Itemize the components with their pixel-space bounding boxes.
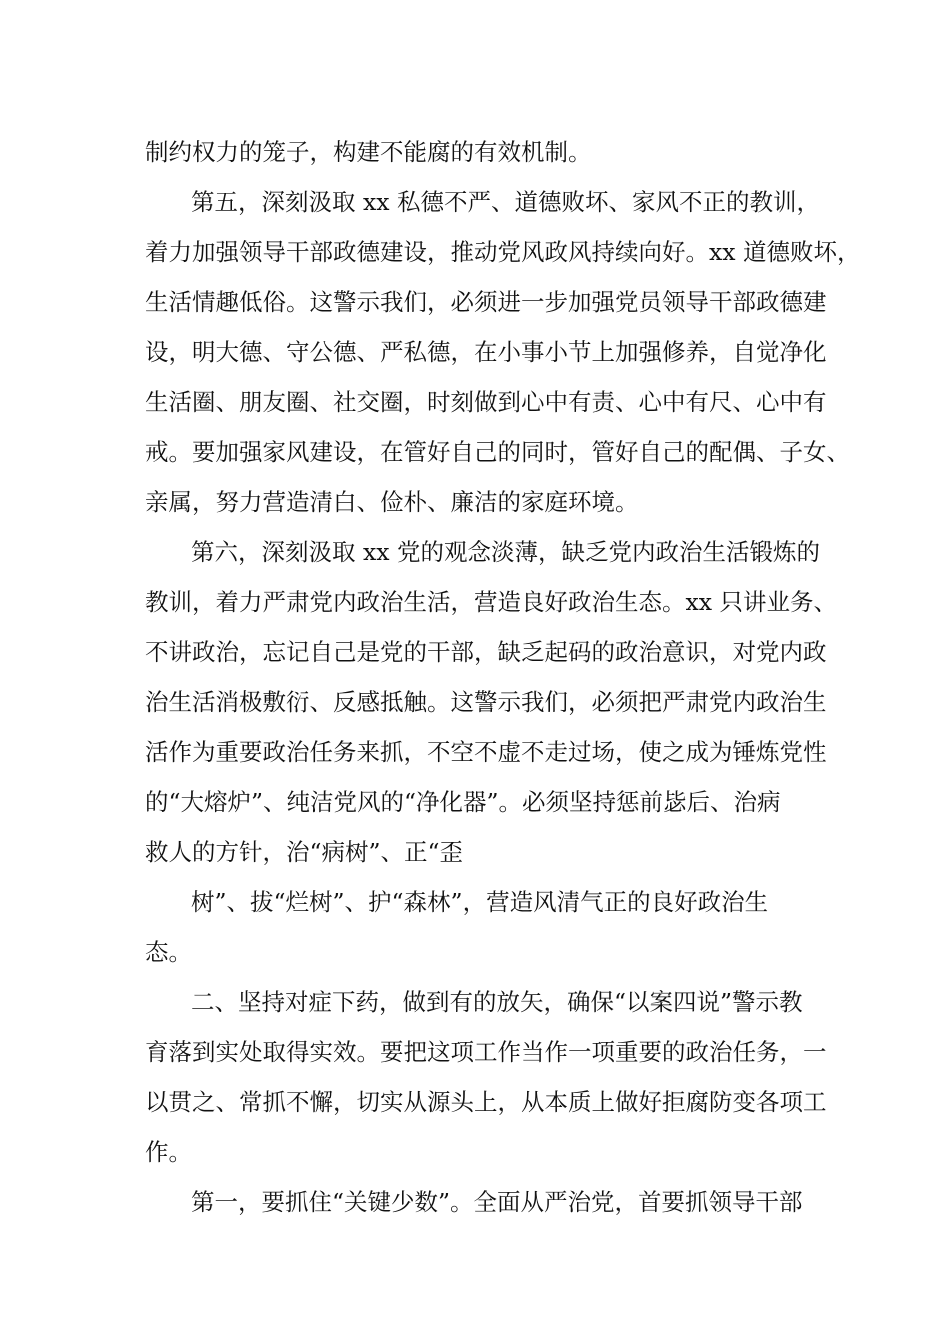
text-line: 戒。要加强家风建设，在管好自己的同时，管好自己的配偶、子女、: [145, 438, 850, 466]
text-line: 第一，要抓住“关键少数”。全面从严治党，首要抓领导干部: [191, 1188, 803, 1216]
text-line: 治生活消极敷衍、反感抵触。这警示我们，必须把严肃党内政治生: [145, 688, 827, 716]
text-line: 作。: [145, 1138, 192, 1166]
text-line: 态。: [145, 938, 192, 966]
text-line: 生活情趣低俗。这警示我们，必须进一步加强党员领导干部政德建: [145, 288, 827, 316]
text-line: 育落到实处取得实效。要把这项工作当作一项重要的政治任务，一: [145, 1038, 827, 1066]
text-line: 亲属，努力营造清白、俭朴、廉洁的家庭环境。: [145, 488, 639, 516]
text-line: 救人的方针，治“病树”、正“歪: [145, 838, 464, 866]
text-line: 二、坚持对症下药，做到有的放矢，确保“以案四说”警示教: [191, 988, 803, 1016]
text-line: 制约权力的笼子，构建不能腐的有效机制。: [145, 138, 592, 166]
text-line: 设，明大德、守公德、严私德，在小事小节上加强修养，自觉净化: [145, 338, 827, 366]
text-line: 教训，着力严肃党内政治生活，营造良好政治生态。xx 只讲业务、: [145, 588, 837, 616]
text-line: 生活圈、朋友圈、社交圈，时刻做到心中有责、心中有尺、心中有: [145, 388, 827, 416]
text-line: 活作为重要政治任务来抓，不空不虚不走过场，使之成为锤炼党性: [145, 738, 827, 766]
text-line: 树”、拔“烂树”、护“森林”，营造风清气正的良好政治生: [191, 888, 769, 916]
text-line: 着力加强领导干部政德建设，推动党风政风持续向好。xx 道德败坏，: [145, 238, 861, 266]
text-line: 以贯之、常抓不懈，切实从源头上，从本质上做好拒腐防变各项工: [145, 1088, 827, 1116]
text-line: 第五，深刻汲取 xx 私德不严、道德败坏、家风不正的教训，: [191, 188, 820, 216]
text-line: 第六，深刻汲取 xx 党的观念淡薄，缺乏党内政治生活锻炼的: [191, 538, 820, 566]
text-line: 不讲政治，忘记自己是党的干部，缺乏起码的政治意识，对党内政: [145, 638, 827, 666]
text-line: 的“大熔炉”、纯洁党风的“净化器”。必须坚持惩前毖后、治病: [145, 788, 781, 816]
